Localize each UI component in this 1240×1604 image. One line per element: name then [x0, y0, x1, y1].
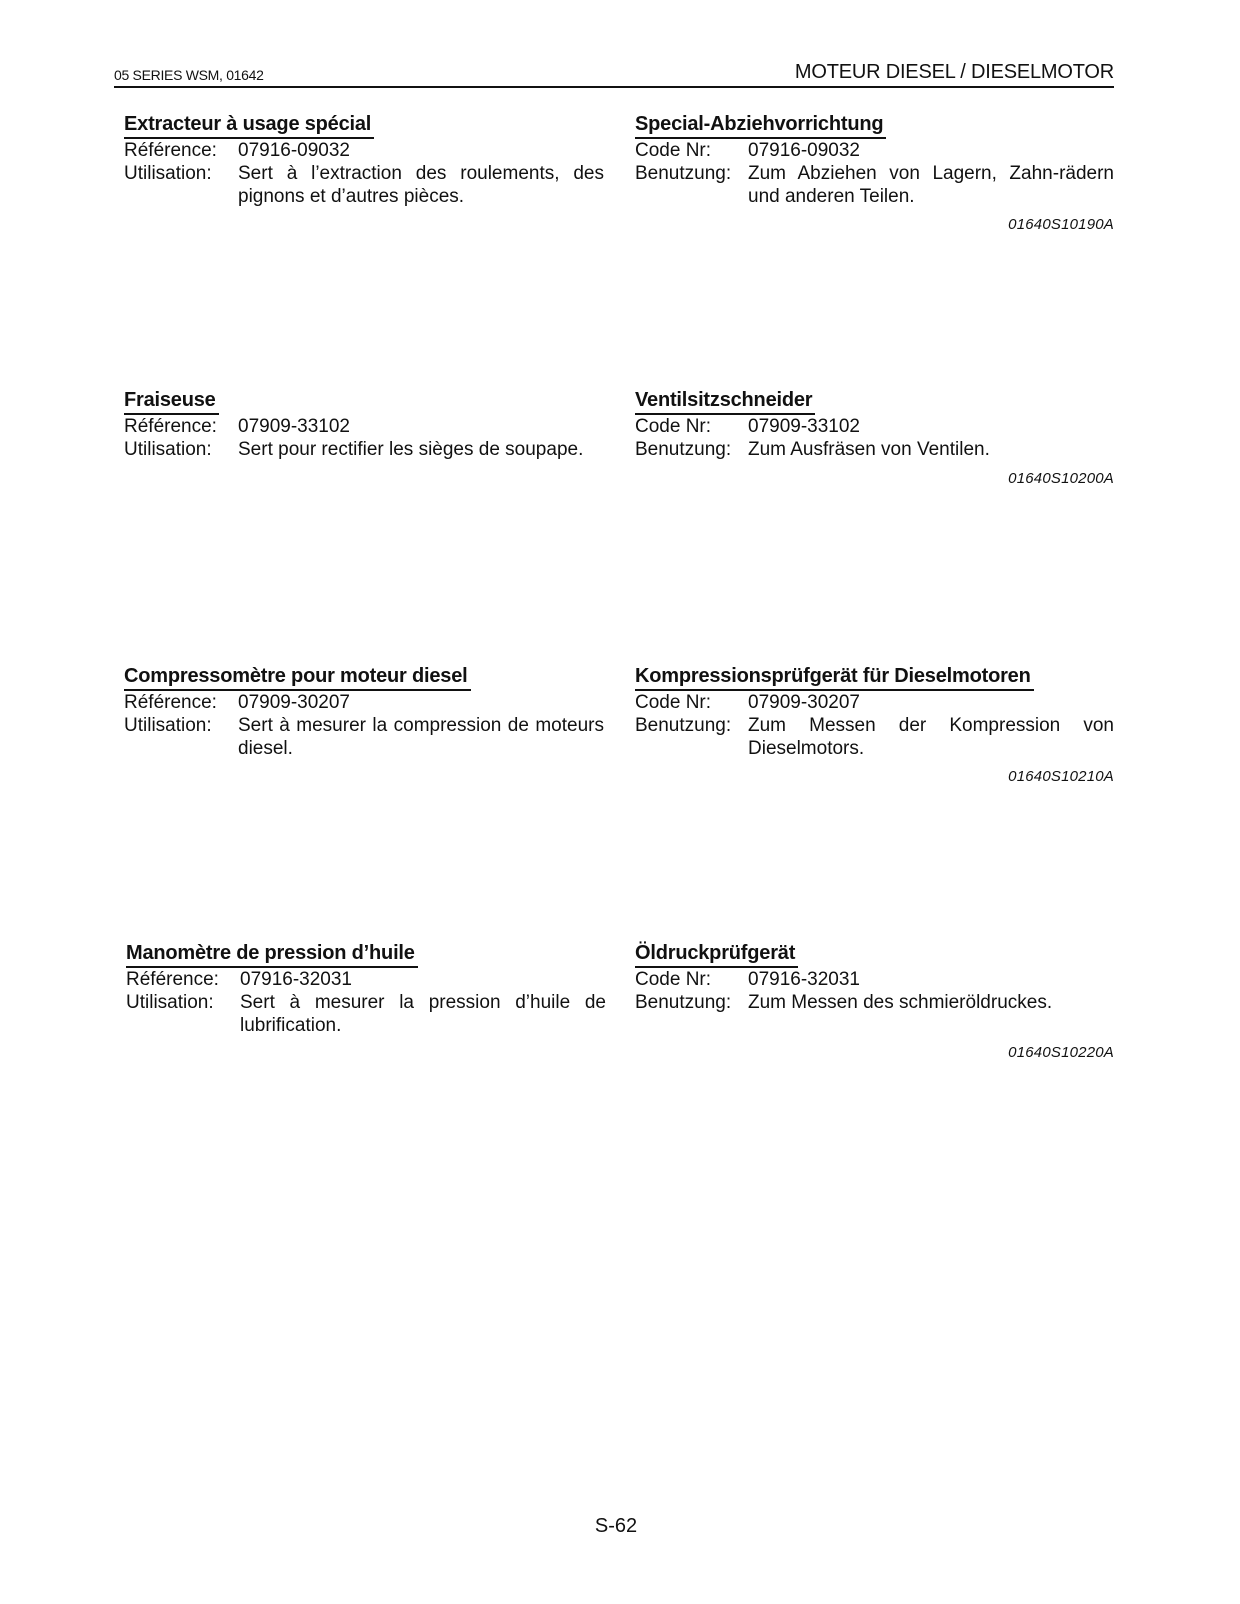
tool-title-de: Special-Abziehvorrichtung	[635, 111, 886, 139]
reference-row	[124, 415, 604, 438]
section-title: MOTEUR DIESEL / DIESELMOTOR	[794, 61, 1114, 83]
document-code: 01640S10220A	[1008, 1044, 1114, 1061]
page-header	[114, 62, 1114, 88]
usage-value: Zum Messen der Kompression von Dieselmotors.	[748, 715, 1114, 759]
usage-value: Zum Abziehen von Lagern, Zahn-rädern und anderen Teilen.	[748, 163, 1114, 207]
code-label: Code Nr:	[635, 416, 712, 437]
reference-value: 07916-32031	[240, 969, 352, 990]
reference-row	[124, 139, 604, 162]
german-column	[635, 387, 1114, 461]
reference-label: Référence:	[126, 969, 219, 990]
tool-title-fr: Compressomètre pour moteur diesel	[124, 663, 471, 691]
usage-label: Benutzung:	[635, 715, 732, 736]
usage-row	[635, 438, 1114, 461]
tool-title-de: Kompressionsprüfgerät für Dieselmotoren	[635, 663, 1034, 691]
manual-id: 05 SERIES WSM, 01642	[114, 67, 264, 83]
usage-value: Zum Messen des schmieröldruckes.	[748, 992, 1053, 1013]
code-row	[635, 968, 1114, 991]
tool-title-fr: Manomètre de pression d’huile	[126, 940, 418, 968]
code-label: Code Nr:	[635, 140, 712, 161]
usage-label: Benutzung:	[635, 439, 732, 460]
usage-value: Sert pour rectifier les sièges de soupape.	[238, 439, 584, 460]
usage-row	[635, 991, 1114, 1014]
usage-value: Sert à mesurer la compression de moteurs diesel.	[238, 715, 604, 759]
tool-title-fr: Fraiseuse	[124, 387, 219, 415]
reference-label: Référence:	[124, 140, 217, 161]
code-value: 07909-33102	[748, 416, 860, 437]
reference-row	[126, 968, 606, 991]
reference-label: Référence:	[124, 692, 217, 713]
tool-title-de: Ventilsitzschneider	[635, 387, 815, 415]
usage-label: Utilisation:	[124, 439, 212, 460]
german-column	[635, 940, 1114, 1014]
document-code: 01640S10210A	[1008, 768, 1114, 785]
code-value: 07916-32031	[748, 969, 860, 990]
tool-title-fr: Extracteur à usage spécial	[124, 111, 374, 139]
usage-row	[635, 162, 1114, 208]
code-label: Code Nr:	[635, 969, 712, 990]
reference-value: 07909-30207	[238, 692, 350, 713]
usage-label: Benutzung:	[635, 163, 732, 184]
code-label: Code Nr:	[635, 692, 712, 713]
reference-row	[124, 691, 604, 714]
code-row	[635, 415, 1114, 438]
reference-value: 07916-09032	[238, 140, 350, 161]
usage-row	[124, 438, 604, 461]
code-value: 07909-30207	[748, 692, 860, 713]
usage-row	[124, 162, 604, 208]
page-number: S-62	[594, 1515, 638, 1537]
usage-label: Utilisation:	[124, 163, 212, 184]
usage-label: Utilisation:	[126, 992, 214, 1013]
french-column	[124, 111, 604, 208]
reference-label: Référence:	[124, 416, 217, 437]
usage-row	[635, 714, 1114, 760]
usage-row	[124, 714, 604, 760]
french-column	[124, 663, 604, 760]
french-column	[124, 387, 604, 461]
german-column	[635, 663, 1114, 760]
usage-label: Utilisation:	[124, 715, 212, 736]
document-code: 01640S10200A	[1008, 470, 1114, 487]
reference-value: 07909-33102	[238, 416, 350, 437]
usage-value: Sert à l’extraction des roulements, des pignons et d’autres pièces.	[238, 163, 604, 207]
german-column	[635, 111, 1114, 208]
tool-title-de: Öldruckprüfgerät	[635, 940, 798, 968]
usage-value: Zum Ausfräsen von Ventilen.	[748, 439, 990, 460]
usage-row	[126, 991, 606, 1037]
usage-label: Benutzung:	[635, 992, 732, 1013]
document-code: 01640S10190A	[1008, 216, 1114, 233]
usage-value: Sert à mesurer la pression d’huile de lubrification.	[240, 992, 606, 1036]
code-row	[635, 691, 1114, 714]
code-value: 07916-09032	[748, 140, 860, 161]
french-column	[126, 940, 606, 1037]
code-row	[635, 139, 1114, 162]
